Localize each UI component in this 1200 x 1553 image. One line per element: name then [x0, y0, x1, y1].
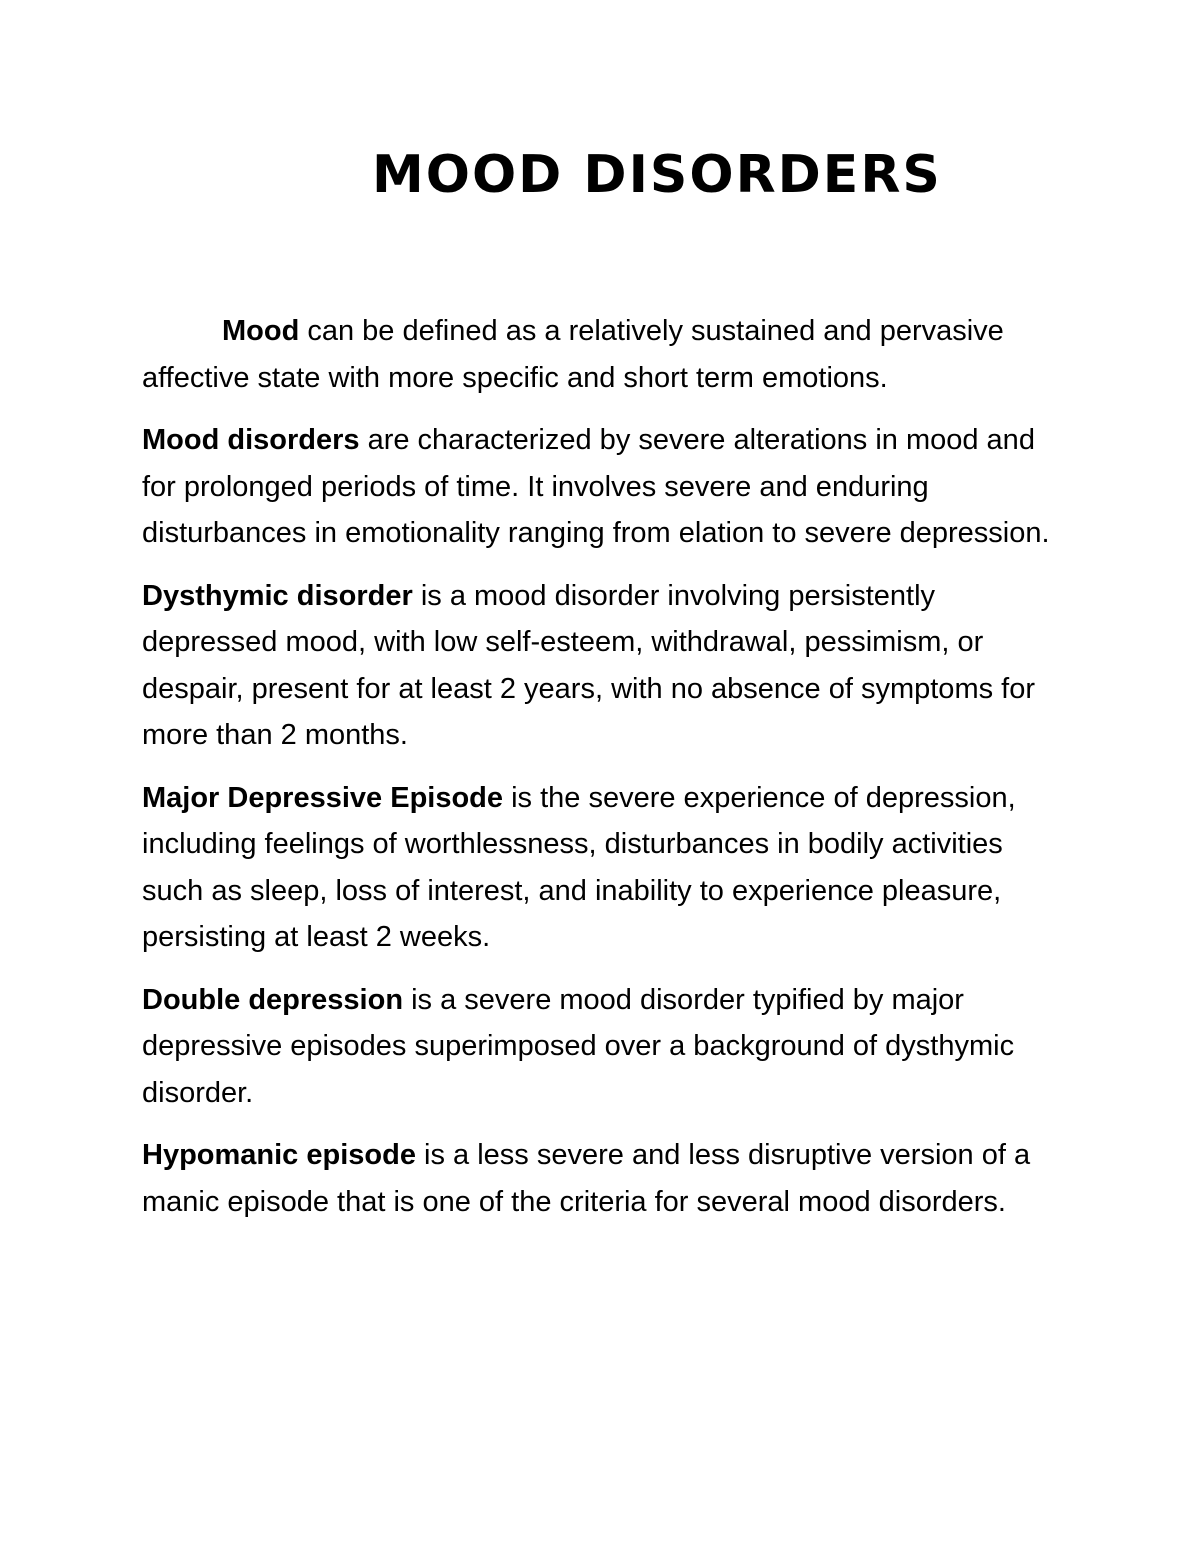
term-mood-disorders: Mood disorders — [142, 424, 360, 456]
term-dysthymic-disorder: Dysthymic disorder — [142, 579, 413, 612]
definition-mood-disorders: are characterized by severe alterations in mood and for prolonged periods of time. It involves severe and enduring disturbances in emotionality ranging from elation to severe depression. — [142, 424, 1050, 549]
term-major-depressive-episode: Major Depressive Episode — [142, 781, 504, 814]
term-hypomanic-episode: Hypomanic episode — [142, 1139, 416, 1171]
term-double-depression: Double depression — [142, 983, 404, 1016]
definition-mood: can be defined as a relatively sustained and pervasive affective state with more specific and short term emotions. — [142, 315, 1004, 394]
term-mood: Mood — [222, 315, 300, 347]
definition-hypomanic-episode: is a less severe and less disruptive version of a manic episode that is one of the criteria for several mood disorders. — [142, 1139, 1031, 1218]
paragraph-mood — [142, 308, 1060, 401]
paragraph-hypomanic-episode — [142, 1132, 1060, 1225]
page-title: MOOD DISORDERS — [372, 145, 942, 205]
paragraph-dysthymic-disorder — [142, 573, 1060, 759]
document-body — [142, 308, 1080, 1225]
definition-dysthymic-disorder: is a mood disorder involving persistently depressed mood, with low self-esteem, withdrawal, pessimism, or despair, present for at least 2 years, with no absence of symptoms for more than 2 months. — [142, 579, 1035, 751]
definition-major-depressive-episode: is the severe experience of depression, including feelings of worthlessness, disturbances in bodily activities such as sleep, loss of interest, and inability to experience pleasure, persisting at least 2 weeks. — [142, 781, 1016, 953]
paragraph-double-depression — [142, 977, 1060, 1117]
definition-double-depression: is a severe mood disorder typified by major depressive episodes superimposed over a background of dysthymic disorder. — [142, 983, 1015, 1109]
paragraph-major-depressive-episode — [142, 775, 1060, 961]
paragraph-mood-disorders — [142, 417, 1060, 557]
